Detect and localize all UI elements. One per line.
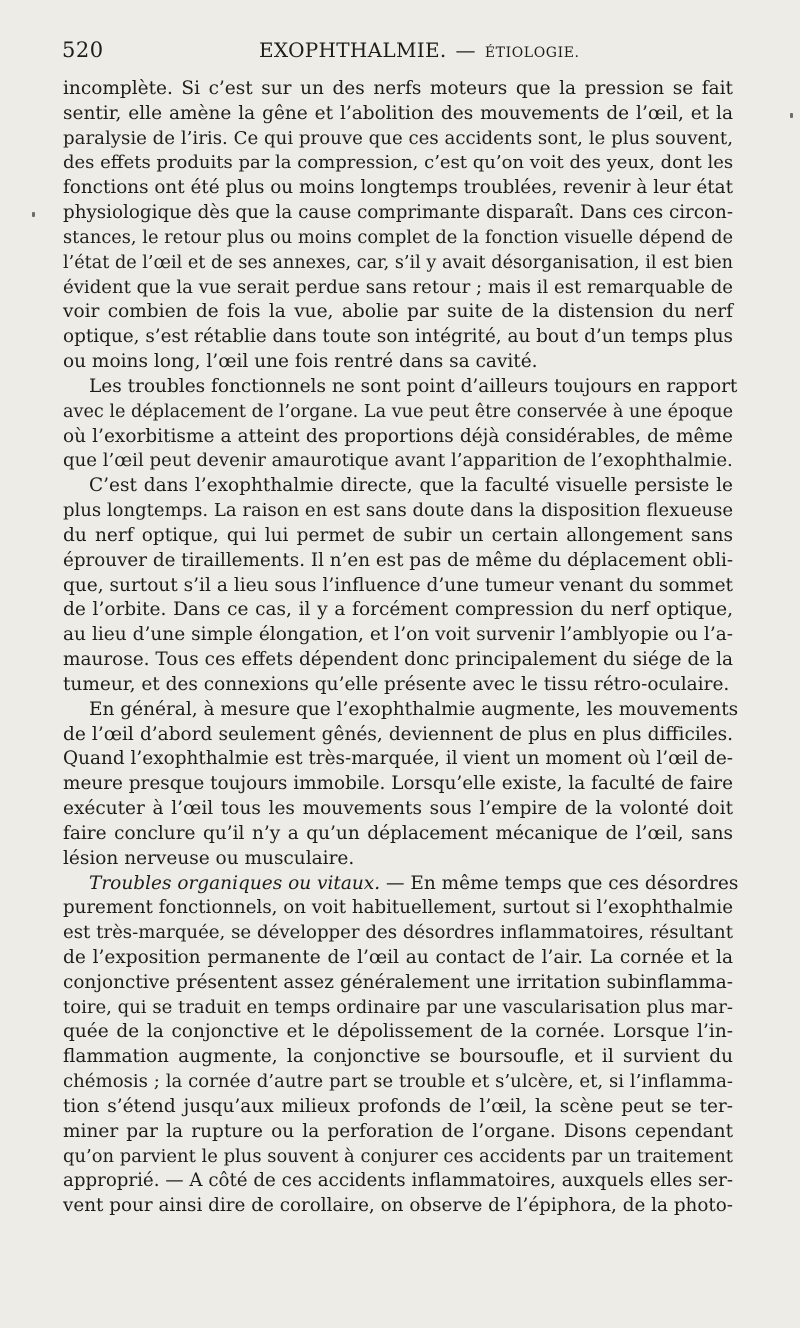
text-line: du nerf optique, qui lui permet de subir un certain allongement sans <box>63 524 733 546</box>
running-title-text: EXOPHTHALMIE. <box>259 38 447 62</box>
text-line: plus longtemps. La raison en est sans doute dans la disposition flexueuse <box>63 500 733 522</box>
text-line: des effets produits par la compression, c’est qu’on voit des yeux, dont les <box>63 152 734 174</box>
subheading-continuation: — En même temps que ces désordres <box>380 872 739 894</box>
text-line: maurose. Tous ces effets dépendent donc principalement du siége de la <box>63 649 733 671</box>
text-line: sentir, elle amène la gêne et l’abolition des mouvements de l’œil, et la <box>63 102 733 124</box>
text-line: fonctions ont été plus ou moins longtemps troublées, revenir à leur état <box>63 177 733 199</box>
text-line: tion s’étend jusqu’aux milieux profonds de l’œil, la scène peut se ter- <box>63 1095 733 1117</box>
text-line: En général, à mesure que l’exophthalmie augmente, les mouvements <box>89 698 739 720</box>
margin-speck <box>32 212 35 217</box>
text-line: quée de la conjonctive et le dépolissement de la cornée. Lorsque l’in- <box>63 1021 733 1043</box>
title-dash: — <box>455 38 476 62</box>
text-line: approprié. — A côté de ces accidents inflammatoires, auxquels elles ser- <box>63 1170 733 1192</box>
text-line: de l’exposition permanente de l’œil au contact de l’air. La cornée et la <box>63 946 733 968</box>
text-line: incomplète. Si c’est sur un des nerfs moteurs que la pression se fait <box>63 78 733 99</box>
text-line: où l’exorbitisme a atteint des proportions déjà considérables, de même <box>63 425 733 447</box>
text-line: l’état de l’œil et de ses annexes, car, s’il y avait désorganisation, il est bien <box>63 252 733 273</box>
text-line: que l’œil peut devenir amaurotique avant l’apparition de l’exophthalmie. <box>63 450 733 472</box>
text-line: chémosis ; la cornée d’autre part se trouble et s’ulcère, et, si l’inflamma- <box>63 1071 733 1093</box>
body-text <box>63 77 739 1219</box>
text-line: éprouver de tiraillements. Il n’en est pas de même du déplacement obli- <box>63 549 733 571</box>
text-line: C’est dans l’exophthalmie directe, que la faculté visuelle persiste le <box>89 475 733 497</box>
text-line: toire, qui se traduit en temps ordinaire par une vascularisation plus mar- <box>63 996 733 1018</box>
text-line: exécuter à l’œil tous les mouvements sous l’empire de la volonté doit <box>63 798 733 820</box>
text-line: faire conclure qu’il n’y a qu’un déplacement mécanique de l’œil, sans <box>63 822 733 844</box>
text-line: de l’orbite. Dans ce cas, il y a forcément compression du nerf optique, <box>63 599 733 621</box>
text-line: conjonctive présentent assez généralement une irritation subinflamma- <box>63 971 733 993</box>
text-line: physiologique dès que la cause comprimante disparaît. Dans ces circon- <box>63 202 733 224</box>
text-line: vent pour ainsi dire de corollaire, on observe de l’épiphora, de la photo- <box>63 1195 733 1217</box>
text-line: Quand l’exophthalmie est très-marquée, il vient un moment où l’œil de- <box>63 748 733 770</box>
running-title <box>259 38 580 62</box>
text-line: optique, s’est rétablie dans toute son intégrité, au bout d’un temps plus <box>63 326 733 348</box>
margin-speck <box>790 113 793 118</box>
text-line: évident que la vue serait perdue sans retour ; mais il est remarquable de <box>63 276 733 298</box>
text-line: Les troubles fonctionnels ne sont point d’ailleurs toujours en rapport <box>89 375 738 397</box>
text-line: flammation augmente, la conjonctive se boursoufle, et il survient du <box>63 1046 733 1068</box>
text-line: de l’œil d’abord seulement gênés, deviennent de plus en plus difficiles. <box>63 723 733 745</box>
page-number: 520 <box>62 38 104 62</box>
text-line: miner par la rupture ou la perforation de l’organe. Disons cependant <box>63 1120 733 1142</box>
text-line: purement fonctionnels, on voit habituellement, surtout si l’exophthalmie <box>63 897 733 919</box>
text-line: est très-marquée, se développer des désordres inflammatoires, résultant <box>63 922 733 944</box>
text-line: qu’on parvient le plus souvent à conjurer ces accidents par un traitement <box>63 1145 733 1167</box>
text-line: lésion nerveuse ou musculaire. <box>63 847 355 869</box>
section-title: ÉTIOLOGIE. <box>484 45 580 61</box>
text-line: au lieu d’une simple élongation, et l’on voit survenir l’amblyopie ou l’a- <box>63 624 733 646</box>
text-line: voir combien de fois la vue, abolie par suite de la distension du nerf <box>63 301 733 323</box>
text-line: stances, le retour plus ou moins complet de la fonction visuelle dépend de <box>63 226 733 248</box>
running-header <box>62 38 740 70</box>
text-line-subheading <box>63 872 739 897</box>
text-line: ou moins long, l’œil une fois rentré dans sa cavité. <box>63 351 538 373</box>
text-line: avec le déplacement de l’organe. La vue peut être conservée à une époque <box>63 401 733 422</box>
text-line: meure presque toujours immobile. Lorsqu’elle existe, la faculté de faire <box>63 773 733 795</box>
text-line: que, surtout s’il a lieu sous l’influence d’une tumeur venant du sommet <box>63 574 733 596</box>
text-line: tumeur, et des connexions qu’elle présente avec le tissu rétro-oculaire. <box>63 673 730 695</box>
subheading-italic: Troubles organiques ou vitaux. <box>89 872 381 894</box>
text-line: paralysie de l’iris. Ce qui prouve que ces accidents sont, le plus souvent, <box>63 127 733 149</box>
